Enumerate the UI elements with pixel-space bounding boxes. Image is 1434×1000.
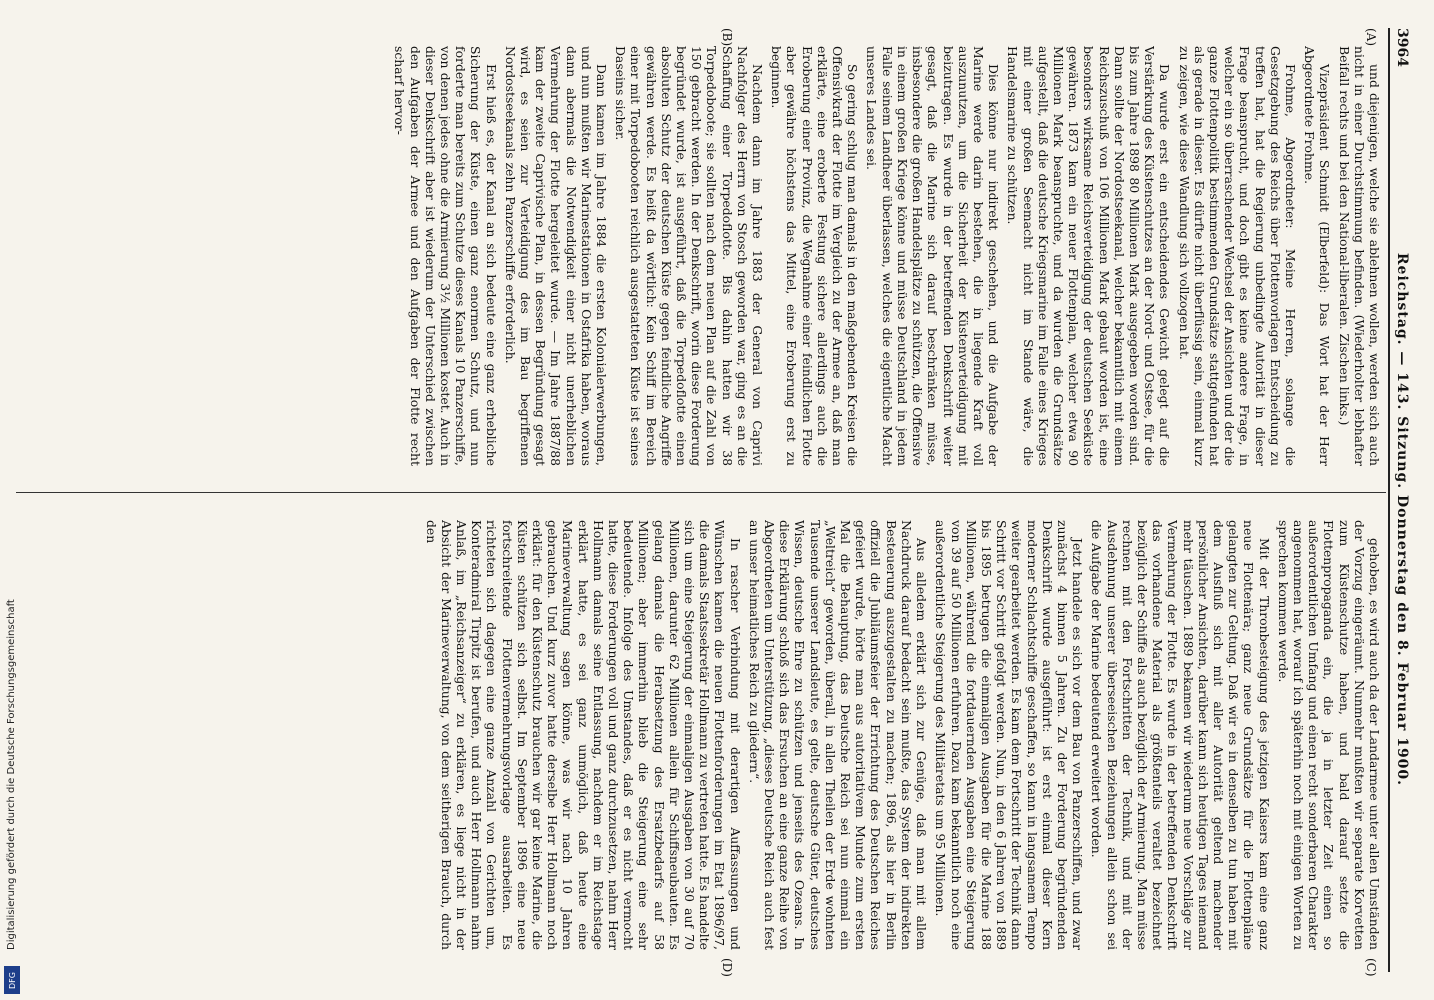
text-column-right [22,520,1382,950]
paragraph: Dies könne nur indirekt geschehen, und die Aufgabe der Marine werde darin bestehen, die in liegende Kraft voll auszunutzen, um die Sicherheit der Küstenverteidigung mit beizutragen. Es wurde in der betreffenden Denkschrift weiter gesagt, daß die Marine sich darauf beschränken müsse, insbesondere die großen Handelsplätze zu schützen, die Offensive in einem großen Kriege könne und müsse Deutschland in jedem Falle seinem Landheer überlassen, welches die eigentliche Macht unseres Landes sei. [864,46,1002,466]
paragraph: Dann kamen im Jahre 1884 die ersten Kolonialerwerbungen, und nun mußten wir Marinestationen in Ostafrika haben, woraus dann abermals die Notwendigkeit einer nicht unerheblichen Vermehrung der Flotte hergeleitet wurde. — Im Jahre 1887/88 kam der zweite Caprivische Plan, in dessen Begründung gesagt wird, es seien zur Verteidigung des im Bau begriffenen Nordostseekanals zehn Panzerschiffe erforderlich. [502,46,610,466]
margin-marker-a: (A) [1364,28,1378,47]
paragraph: gehoben, es wird auch da der Landarmee unter allen Umständen der Vorzug eingeräumt. Nunmehr mußten wir separate Korvetten zum Küstenschutze haben, und bald darauf setzte die Flottenpropaganda ein, die ja in letzter Zeit einen so außerordentlichen Umfang und einen recht sonderbaren Charakter angenommen hat, worauf ich späterhin noch mit einigen Worten zu sprechen kommen werde. [1275,520,1382,950]
paragraph: So gering schlug man damals in den maßgebenden Kreisen die Offensivkraft der Flotte im Vergleich zu der Armee an, daß man erklärte, eine eroberte Festung sichere allerdings auch die Eroberung einer Provinz, die Wegnahme einer feindlichen Flotte aber gewähre höchstens das Mittel, eine Eroberung erst zu beginnen. [769,46,861,466]
paragraph: Da wurde erst ein entscheidendes Gewicht gelegt auf die Verstärkung des Küstenschutzes an der Nord- und Ostsee, für die bis zum Jahre 1898 80 Millionen Mark ausgegeben worden sind. Dann sollte der Nordostseekanal, welcher bekanntlich mit einem Reichszuschuß von 106 Millionen Mark gebaut worden ist, eine besonders wirksame Reichsverteidigung der deutschen Seeküste gewähren. 1873 kam ein neuer Flottenplan, welcher etwa 90 Millionen Mark beanspruchte, und da wurden die Grundsätze aufgestellt, daß die deutsche Kriegsmarine im Falle eines Krieges mit einer großen Seemacht nicht im Stande wäre, die Handelsmarine zu schützen. [1005,46,1173,466]
header-title: Reichstag. — 143. Sitzung. Donnerstag den 8. Februar 1900. [1394,252,1410,787]
paragraph: Vizepräsident Schmidt (Elberfeld): Das Wort hat der Herr Abgeordnete Frohme. [1302,46,1333,466]
margin-marker-b: (B) [720,28,734,47]
page-header [1394,28,1420,972]
paragraph: In rascher Verbindung mit derartigen Auffassungen und Wünschen kamen die neuen Flottenforderungen im Etat 1896/97, die damals Staatssekretär Hollmann zu vertreten hatte. Es handelte sich um eine Steigerung der einmaligen Ausgaben von 30 auf 70 Millionen, darunter 62 Millionen allein für Schiffsneubauten. Es gelang damals die Herabsetzung des Ersatzbedarfs auf 58 Millionen; aber immerhin blieb die Steigerung eine sehr bedeutende. Infolge des Umstandes, daß er es nicht vermocht hatte, diese Forderungen voll und ganz durchzusetzen, nahm Herr Hollmann damals seine Entlassung, nachdem er im Reichstage erklärt hatte, es sei ganz unmöglich, daß heute eine Marineverwaltung sagen könne, was wir nach 10 Jahren gebrauchen. Und kurz zuvor hatte derselbe Herr Hollmann noch erklärt: für den Küstenschutz brauchen wir gar keine Marine, die Küsten schützen sich selbst. Im September 1896 eine neue fortschreitende Flottenvermehrungsvorlage ausarbeiten. Es richteten sich dagegen eine ganze Anzahl von Gerichten um, Konteradmiral Tirpitz ist berufen, und auch Herr Hollmann nahm Anlaß, im „Reichsanzeiger“ zu erklären, es liege nicht in der Absicht der Marineverwaltung, von dem seitherigen Brauch, durch den [423,520,743,950]
paragraph: Nachdem dann im Jahre 1883 der General von Caprivi Nachfolger des Herrn von Stosch geworden war, ging es an die Schaffung einer Torpedoflotte. Bis dahin hatten wir 38 Torpedoboote; sie sollten nach dem neuen Plan auf die Zahl von 150 gebracht werden. In der Denkschrift, worin diese Forderung begründet wurde, ist ausgeführt, daß die Torpedoflotte einen absoluten Schutz der deutschen Küste gegen feindliche Angriffe gewähren werde. Es heißt da wörtlich: Kein Schiff im Bereich einer mit Torpedobooten reichlich ausgestatteten Küste ist seines Daseins sicher. [613,46,766,466]
text-column-left [22,46,1382,466]
dfg-logo: DFG [4,966,20,994]
margin-marker-d: (D) [720,958,734,977]
paragraph: Mit der Thronbesteigung des jetzigen Kaisers kam eine ganz neue Flottenära; ganz neue Grundsätze für die Flottenpläne gelangten zur Geltung. Daß wir es in denselben zu tun haben mit dem Ausfluß sich mit aller Autorität geltend machender persönlicher Ansichten, darüber kann sich heutigen Tages niemand mehr täuschen. 1889 bekamen wir wiederum neue Vorschläge zur Vermehrung der Flotte. Es wurde in der betreffenden Denkschrift das vorhandene Material als größtenteils veraltet bezeichnet bezüglich der Schiffe als auch bezüglich der Armierung. Man müsse rechnen mit den Fortschritten der Technik, und mit der Ausdehnung unserer überseeischen Beziehungen allein schon sei die Aufgabe der Marine bedeutend erweitert worden. [1089,520,1272,950]
paragraph: und diejenigen, welche sie ablehnen wollen, werden sich auch nicht in einer Durchstimmung befinden. (Wiederholter lebhafter Beifall rechts und bei den National-liberalen. Zischen links.) [1336,46,1382,466]
header-rule [1388,28,1390,972]
paragraph: Aus alledem erklärt sich zur Genüge, daß man mit allem Nachdruck darauf bedacht sein mußte, das System der indirekten Besteuerung auszugestalten zu machen; 1896, als hier in Berlin offiziell die Jubiläumsfeier der Errichtung des Deutschen Reiches gefeiert wurde, hörte man aus autoritativem Munde zum ersten Mal die Behauptung, das Deutsche Reich sei nun einmal ein „Weltreich“ geworden, überall, in allen Theilen der Erde wohnten Tausende unserer Landsleute, es gelte, deutsche Güter, deutsches Wissen, deutsche Ehre zu schützen und jenseits des Ozeans. In diese Erklärung schloß sich das Ersuchen an eine ganze Reihe von Abgeordneten um Unterstützung, „dieses Deutsche Reich auch fest an unser heimatliches Reich zu gliedern“. [746,520,930,950]
column-divider [16,492,1386,493]
digitization-credit: Digitalisierung gefördert durch die Deutsche Forschungsgemeinschaft [6,599,17,950]
page-number: 3964 [1394,28,1410,67]
paragraph: Erst hieß es, der Kanal an sich bedeute eine ganz erhebliche Sicherung der Küste, einen ganz enormen Schutz, und nun forderte man bereits zum Schutze dieses Kanals 10 Panzerschiffe, von denen jedes ohne die Armierung 3½ Millionen kostet. Auch in dieser Denkschrift aber ist wiederum der Unterschied zwischen den Aufgaben der Armee und den Aufgaben der Flotte recht scharf hervor- [392,46,499,466]
margin-marker-c: (C) [1364,958,1378,977]
paragraph: Jetzt handele es sich vor dem Bau von Panzerschiffen, und zwar zunächst 4 binnen 5 Jahren. Zu der Forderung begründenden Denkschrift wurde ausgeführt: ist erst einmal dieser Kern moderner Schlachtschiffe geschaffen, so kann in langsamem Tempo weiter gearbeitet werden. Es kam dem Fortschritt der Technik dann Schritt vor Schritt gefolgt werden. Nun, in den 6 Jahren von 1889 bis 1895 betrugen die einmaligen Ausgaben für die Marine 188 Millionen, während die fortdauernden Ausgaben eine Steigerung von 39 auf 50 Millionen erfuhren. Dazu kam bekanntlich noch eine außerordentliche Steigerung des Militäretats um 95 Millionen. [933,520,1086,950]
paragraph: Frohme, Abgeordneter: Meine Herren, solange die Gesetzgebung des Reichs über Flottenvorlagen Entscheidung zu treffen hat, hat die Regierung unbedingte Autorität in dieser Frage beansprucht, und doch gibt es keine andere Frage, in welcher ein so überraschender Wechsel der Ansichten und der die ganze Flottenpolitik bestimmenden Grundsätze stattgefunden hat als gerade in dieser. Es dürfte nicht überflüssig sein, einmal kurz zu zeigen, wie diese Wandlung sich vollzogen hat. [1176,46,1298,466]
